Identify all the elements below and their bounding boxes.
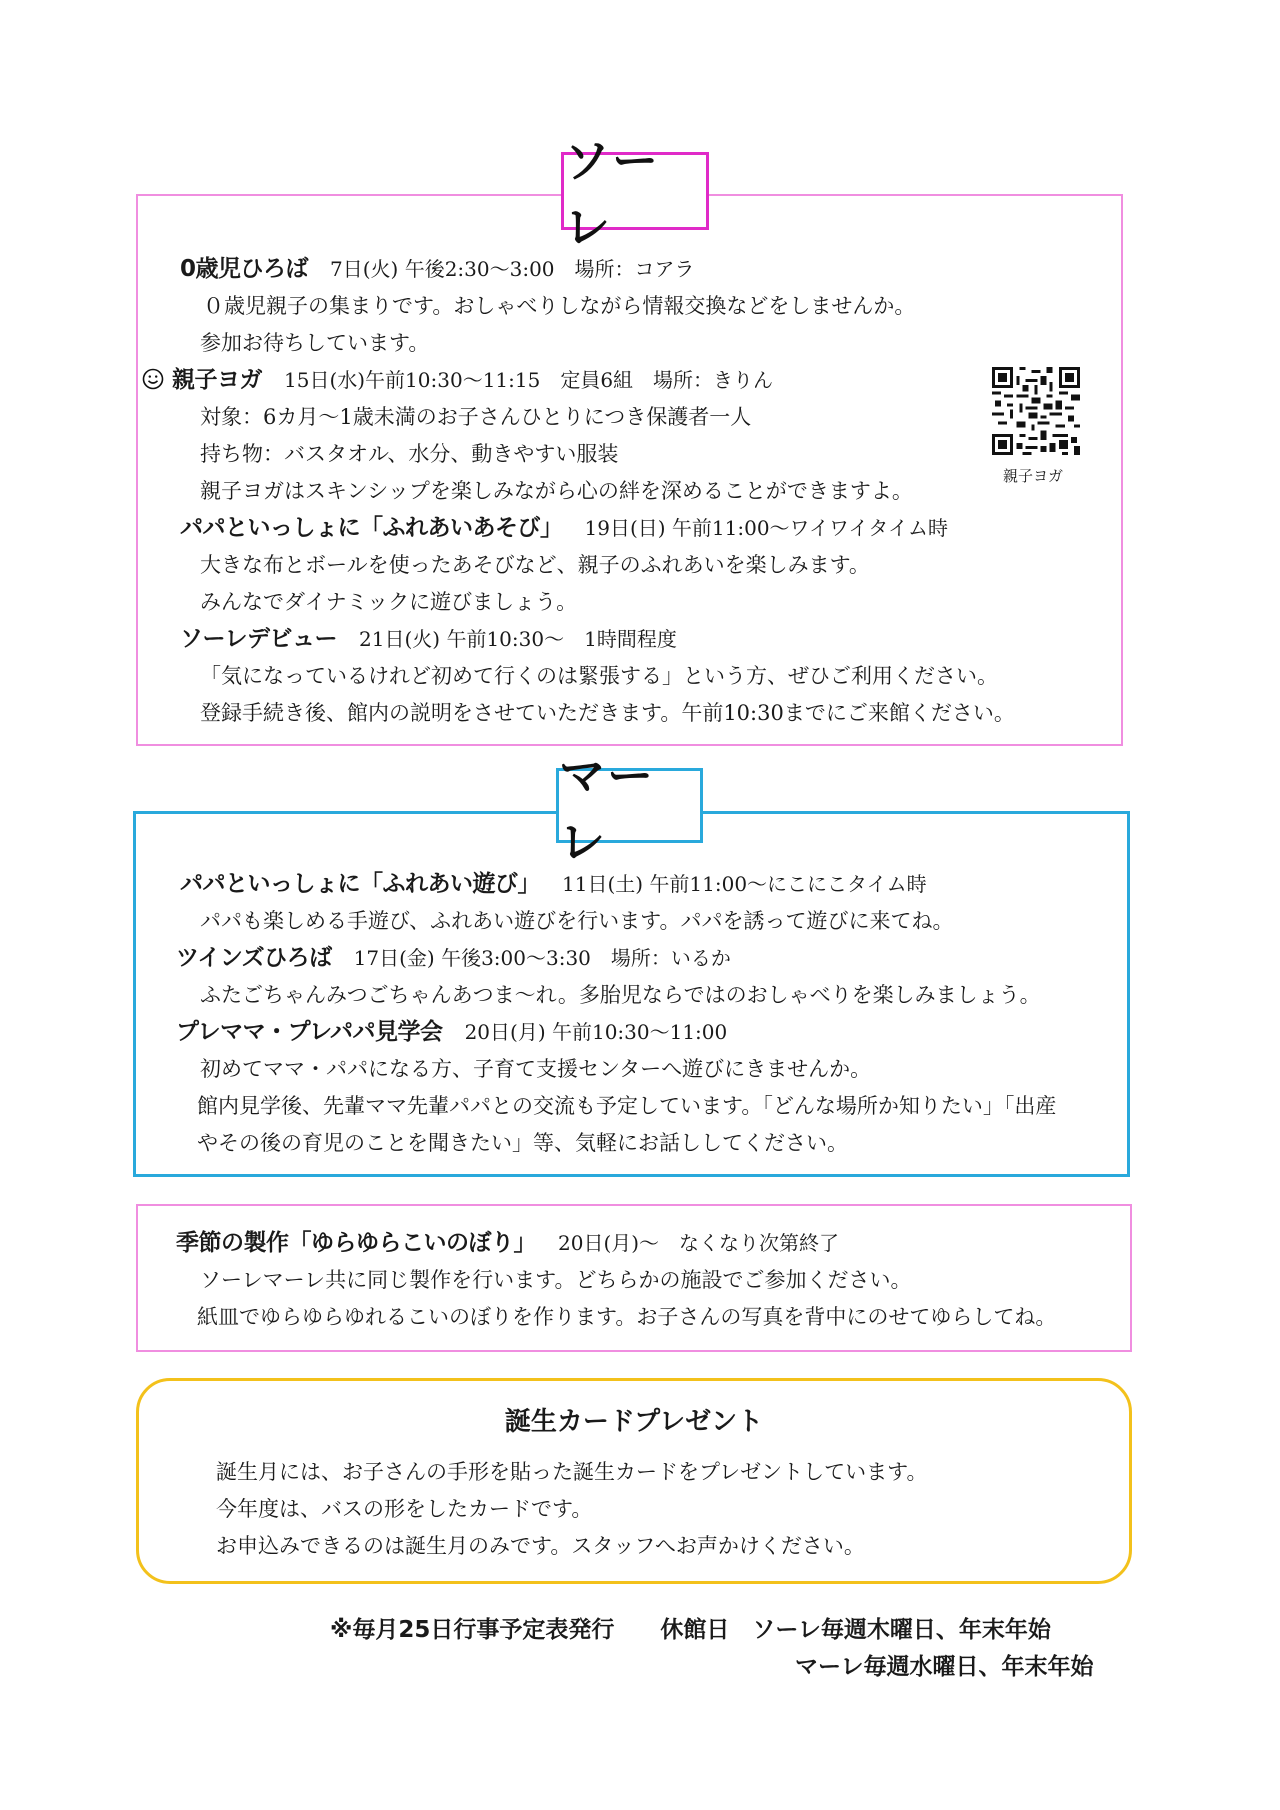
mare-papa-heading	[180, 870, 927, 898]
event-name: 親子ヨガ	[172, 367, 262, 393]
sole-title: ソーレ	[561, 152, 709, 230]
event-info: 20日(月)〜 なくなり次第終了	[558, 1231, 840, 1255]
premama-desc-3: やその後の育児のことを聞きたい」等、気軽にお話ししてください。	[197, 1131, 848, 1155]
sole-papa-desc-2: みんなでダイナミックに遊びましょう。	[200, 590, 578, 614]
sole-debut-desc-2: 登録手続き後、館内の説明をさせていただきます。午前10:30までにご来館ください。	[200, 701, 1015, 725]
seasonal-heading	[176, 1229, 839, 1257]
premama-desc-1: 初めてママ・パパになる方、子育て支援センターへ遊びにきませんか。	[200, 1057, 872, 1081]
event-name: パパといっしょに「ふれあい遊び」	[180, 871, 540, 897]
zero-hiroba-desc-2: 参加お待ちしています。	[200, 331, 430, 355]
sole-papa-heading	[180, 514, 948, 542]
twins-heading	[176, 944, 731, 972]
birthday-title: 誕生カードプレゼント	[504, 1407, 764, 1437]
event-info: 17日(金) 午後3:00〜3:30 場所：いるか	[353, 946, 731, 970]
event-info: 7日(火) 午後2:30〜3:00 場所：コアラ	[330, 257, 695, 281]
birthday-line-1: 誕生月には、お子さんの手形を貼った誕生カードをプレゼントしています。	[216, 1460, 928, 1484]
event-info: 11日(土) 午前11:00〜にこにこタイム時	[562, 872, 927, 896]
zero-hiroba-heading	[180, 255, 695, 283]
sole-debut-desc-1: 「気になっているけれど初めて行くのは緊張する」という方、ぜひご利用ください。	[200, 664, 998, 688]
yoga-desc-3: 親子ヨガはスキンシップを楽しみながら心の絆を深めることができますよ。	[200, 479, 913, 503]
event-name: 0歳児ひろば	[180, 256, 309, 282]
premama-heading	[176, 1018, 727, 1046]
smiley-face-icon	[142, 368, 164, 390]
birthday-line-3: お申込みできるのは誕生月のみです。スタッフへお声かけください。	[216, 1534, 865, 1558]
event-info: 15日(水)午前10:30〜11:15 定員6組 場所：きりん	[284, 368, 774, 392]
mare-papa-desc-1: パパも楽しめる手遊び、ふれあい遊びを行います。パパを誘って遊びに来てね。	[200, 909, 954, 933]
sole-debut-heading	[180, 625, 677, 653]
event-info: 19日(日) 午前11:00〜ワイワイタイム時	[584, 516, 948, 540]
event-name: ツインズひろば	[176, 945, 332, 971]
seasonal-desc-1: ソーレマーレ共に同じ製作を行います。どちらかの施設でご参加ください。	[200, 1268, 912, 1292]
qr-code-label: 親子ヨガ	[1003, 467, 1064, 485]
event-name: プレママ・プレパパ見学会	[176, 1019, 443, 1045]
zero-hiroba-desc-1: ０歳児親子の集まりです。おしゃべりしながら情報交換などをしませんか。	[203, 294, 916, 318]
sole-papa-desc-1: 大きな布とボールを使ったあそびなど、親子のふれあいを楽しみます。	[200, 553, 870, 577]
footer-closed-days-mare: マーレ毎週水曜日、年末年始	[795, 1654, 1094, 1680]
yoga-heading	[142, 366, 773, 394]
yoga-desc-2: 持ち物：バスタオル、水分、動きやすい服装	[200, 442, 619, 466]
twins-desc-1: ふたごちゃんみつごちゃんあつま〜れ。多胎児ならではのおしゃべりを楽しみましょう。	[200, 983, 1041, 1007]
event-info: 21日(火) 午前10:30〜 1時間程度	[359, 627, 677, 651]
event-info: 20日(月) 午前10:30〜11:00	[464, 1020, 728, 1044]
birthday-line-2: 今年度は、バスの形をしたカードです。	[216, 1497, 593, 1521]
event-name: パパといっしょに「ふれあいあそび」	[180, 515, 563, 541]
footer-schedule-note: ※毎月25日行事予定表発行 休館日 ソーレ毎週木曜日、年末年始	[330, 1617, 1051, 1643]
event-name: ソーレデビュー	[180, 626, 338, 652]
qr-code-icon[interactable]	[992, 367, 1080, 455]
premama-desc-2: 館内見学後、先輩ママ先輩パパとの交流も予定しています。「どんな場所か知りたい」「出産	[197, 1094, 1057, 1118]
yoga-desc-1: 対象：6カ月〜1歳未満のお子さんひとりにつき保護者一人	[200, 405, 752, 429]
event-name: 季節の製作「ゆらゆらこいのぼり」	[176, 1230, 536, 1256]
mare-title: マーレ	[556, 768, 703, 843]
seasonal-desc-2: 紙皿でゆらゆらゆれるこいのぼりを作ります。お子さんの写真を背中にのせてゆらしてね。	[197, 1305, 1057, 1329]
